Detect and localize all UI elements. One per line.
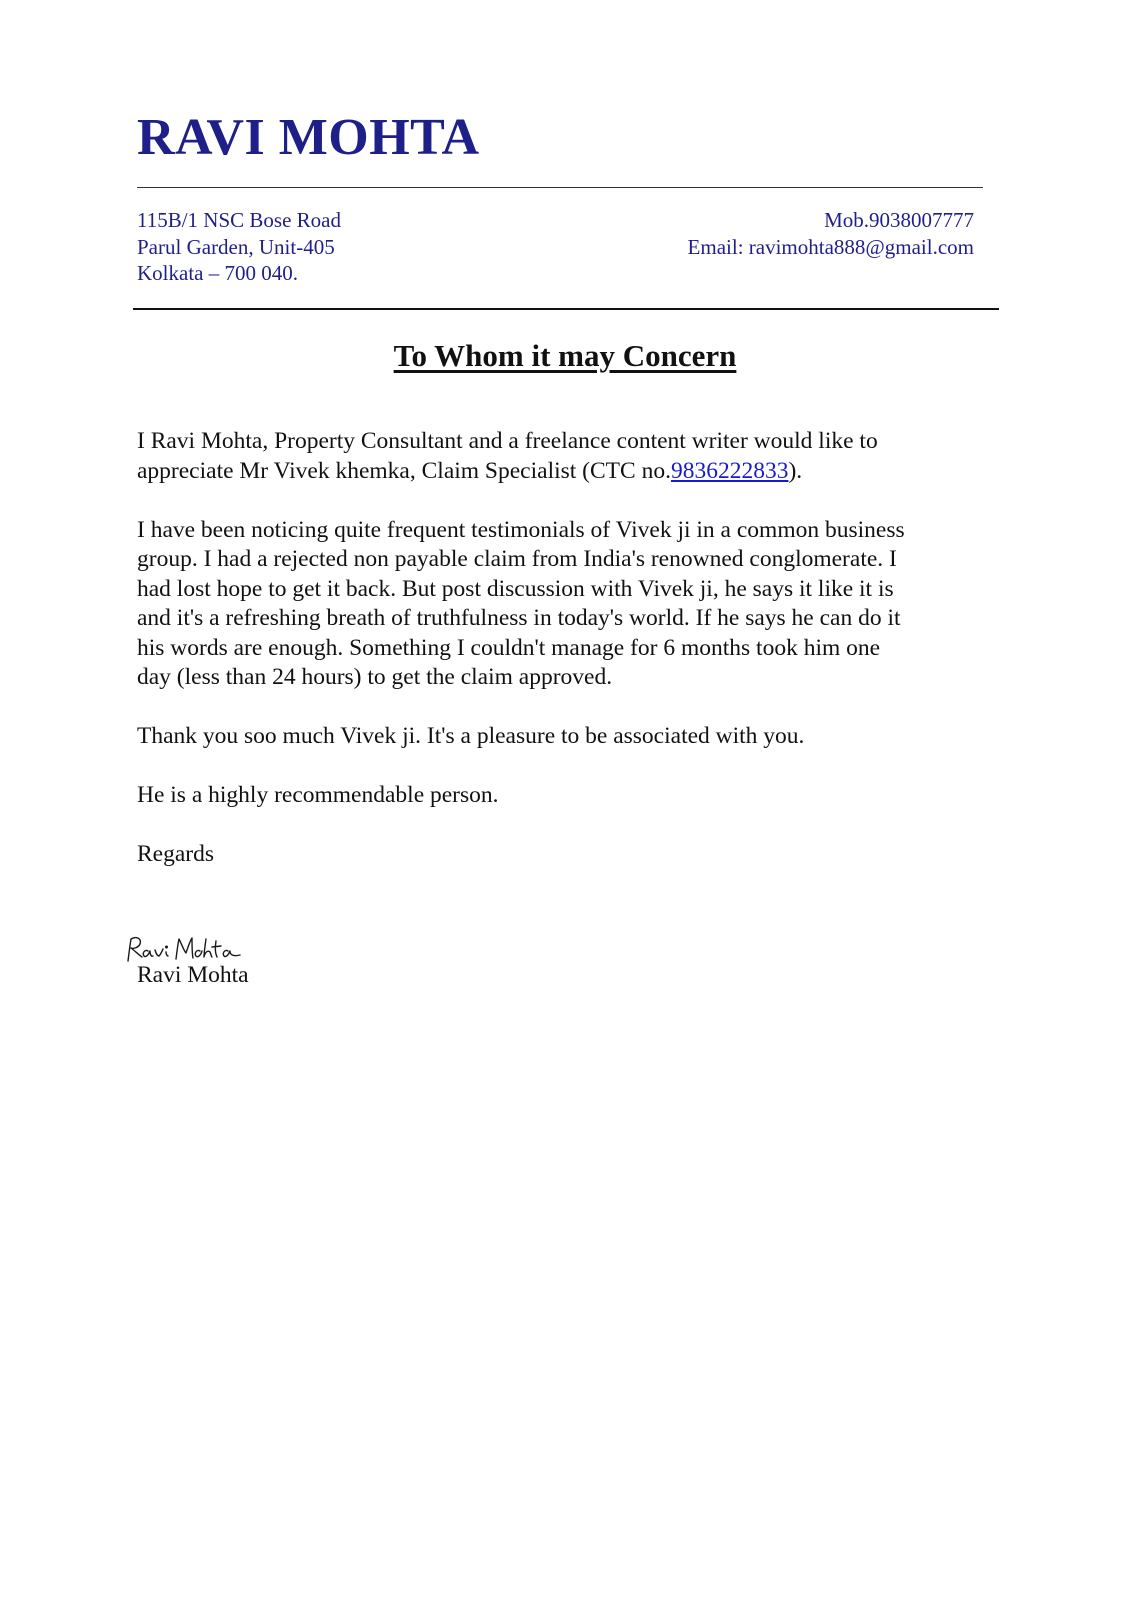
contact-block [688, 207, 974, 260]
email-address[interactable]: Email: ravimohta888@gmail.com [687, 234, 974, 259]
address-line: 115B/1 NSC Bose Road [137, 208, 341, 232]
text-line: and it's a refreshing breath of truthfulness in today's world. If he says he can do it [137, 605, 901, 631]
text-line: his words are enough. Something I couldn't manage for 6 months took him one [137, 634, 881, 661]
signatory-name: Ravi Mohta [137, 962, 249, 988]
text-line: had lost hope to get it back. But post discussion with Vivek ji, he says it like it is [137, 575, 894, 602]
text-segment: ). [788, 457, 803, 484]
address-line: Parul Garden, Unit-405 [137, 234, 335, 259]
paragraph-recommendation: He is a highly recommendable person. [137, 782, 499, 808]
header-divider [137, 187, 983, 188]
text-line [137, 457, 1017, 487]
letter-heading: To Whom it may Concern [393, 338, 737, 373]
address-line: Kolkata – 700 040. [137, 261, 298, 285]
mobile-number: Mob.9038007777 [824, 208, 974, 232]
text-line: day (less than 24 hours) to get the claim approved. [137, 664, 613, 690]
text-line: group. I had a rejected non payable claim from India's renowned conglomerate. I [137, 546, 897, 572]
text-line: I Ravi Mohta, Property Consultant and a freelance content writer would like to [137, 428, 878, 454]
paragraph-testimonial [137, 516, 1017, 693]
letterhead-name: RAVI MOHTA [137, 109, 480, 166]
letterhead-divider [133, 308, 999, 310]
address-block [137, 207, 341, 287]
closing-regards: Regards [137, 841, 215, 867]
text-line: I have been noticing quite frequent testimonials of Vivek ji in a common business [137, 516, 905, 543]
ctc-number-link[interactable]: 9836222833 [670, 457, 789, 484]
text-segment: appreciate Mr Vivek khemka, Claim Specialist (CTC no. [137, 457, 671, 484]
paragraph-intro [137, 427, 1017, 486]
letter-body [137, 427, 1017, 899]
paragraph-thanks: Thank you soo much Vivek ji. It's a pleasure to be associated with you. [137, 723, 805, 749]
